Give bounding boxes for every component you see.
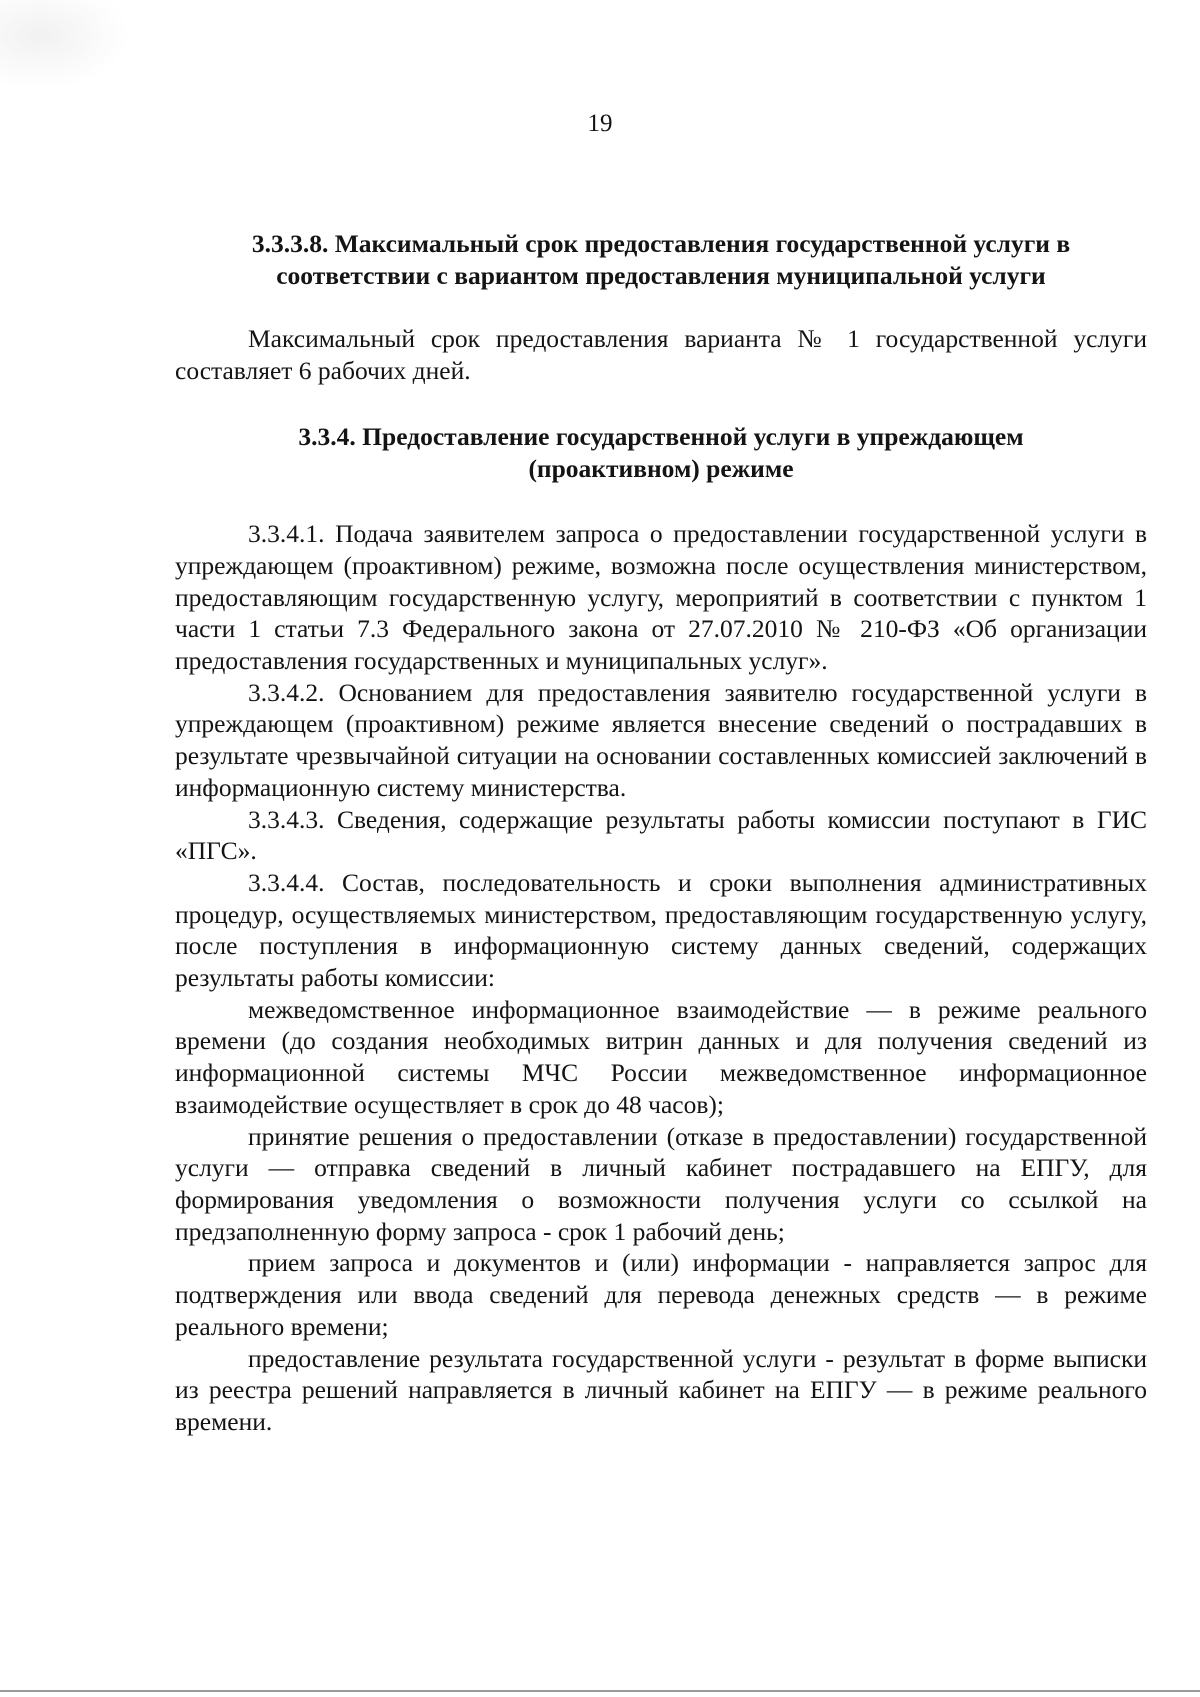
scan-artifact	[0, 0, 130, 90]
section-3-3-3-8	[175, 228, 1147, 387]
section-3-3-4	[175, 421, 1147, 1438]
section-heading-line: 3.3.3.8. Максимальный срок предоставления государственной услуги в	[251, 229, 1071, 258]
section-heading-line: (проактивном) режиме	[528, 453, 794, 483]
scan-edge-line	[0, 1690, 1200, 1692]
paragraph: 3.3.4.2. Основанием для предоставления заявителю государственной услуги в упреждающем (проактивном) режиме является внесение сведений о пострадавших в результате чрезвычайной ситуации на основании составленных комиссией заключений в информационную систему министерства.	[175, 677, 1147, 802]
page-number: 19	[587, 110, 613, 137]
section-heading-line: 3.3.4. Предоставление государственной услуги в упреждающем	[298, 421, 1024, 451]
paragraph: 3.3.4.3. Сведения, содержащие результаты работы комиссии поступают в ГИС «ПГС».	[175, 804, 1147, 866]
list-item: прием запроса и документов и (или) информации - направляется запрос для подтверждения или ввода сведений для перевода денежных средств — в режиме реального времени;	[175, 1248, 1147, 1341]
paragraph: Максимальный срок предоставления варианта № 1 государственной услуги составляет 6 рабочих дней.	[175, 324, 1147, 386]
paragraph: 3.3.4.4. Состав, последовательность и сроки выполнения административных процедур, осуществляемых министерством, предоставляющим государственную услугу, после поступления в информационную систему данных сведений, содержащих результаты работы комиссии:	[175, 867, 1147, 993]
document-body	[175, 228, 1147, 1438]
list-item: межведомственное информационное взаимодействие — в режиме реального времени (до создания необходимых витрин данных и для получения сведений из информационной системы МЧС России межведомственное информационное взаимодействие осуществляет в срок до 48 часов);	[175, 994, 1147, 1119]
paragraph: 3.3.4.1. Подача заявителем запроса о предоставлении государственной услуги в упреждающем (проактивном) режиме, возможна после осуществления министерством, предоставляющим государственную услугу, мероприятий в соответствии с пунктом 1 части 1 статьи 7.3 Федерального закона от 27.07.2010 № 210-ФЗ «Об организации предоставления государственных и муниципальных услуг».	[175, 519, 1147, 676]
list-item: предоставление результата государственной услуги - результат в форме выписки из реестра решений направляется в личный кабинет на ЕПГУ — в режиме реального времени.	[175, 1343, 1147, 1436]
list-item: принятие решения о предоставлении (отказе в предоставлении) государственной услуги — отправка сведений в личный кабинет пострадавшего на ЕПГУ, для формирования уведомления о возможности получения услуги со ссылкой на предзаполненную форму запроса - срок 1 рабочий день;	[175, 1121, 1147, 1246]
section-heading-line: соответствии с вариантом предоставления муниципальной услуги	[276, 260, 1046, 290]
